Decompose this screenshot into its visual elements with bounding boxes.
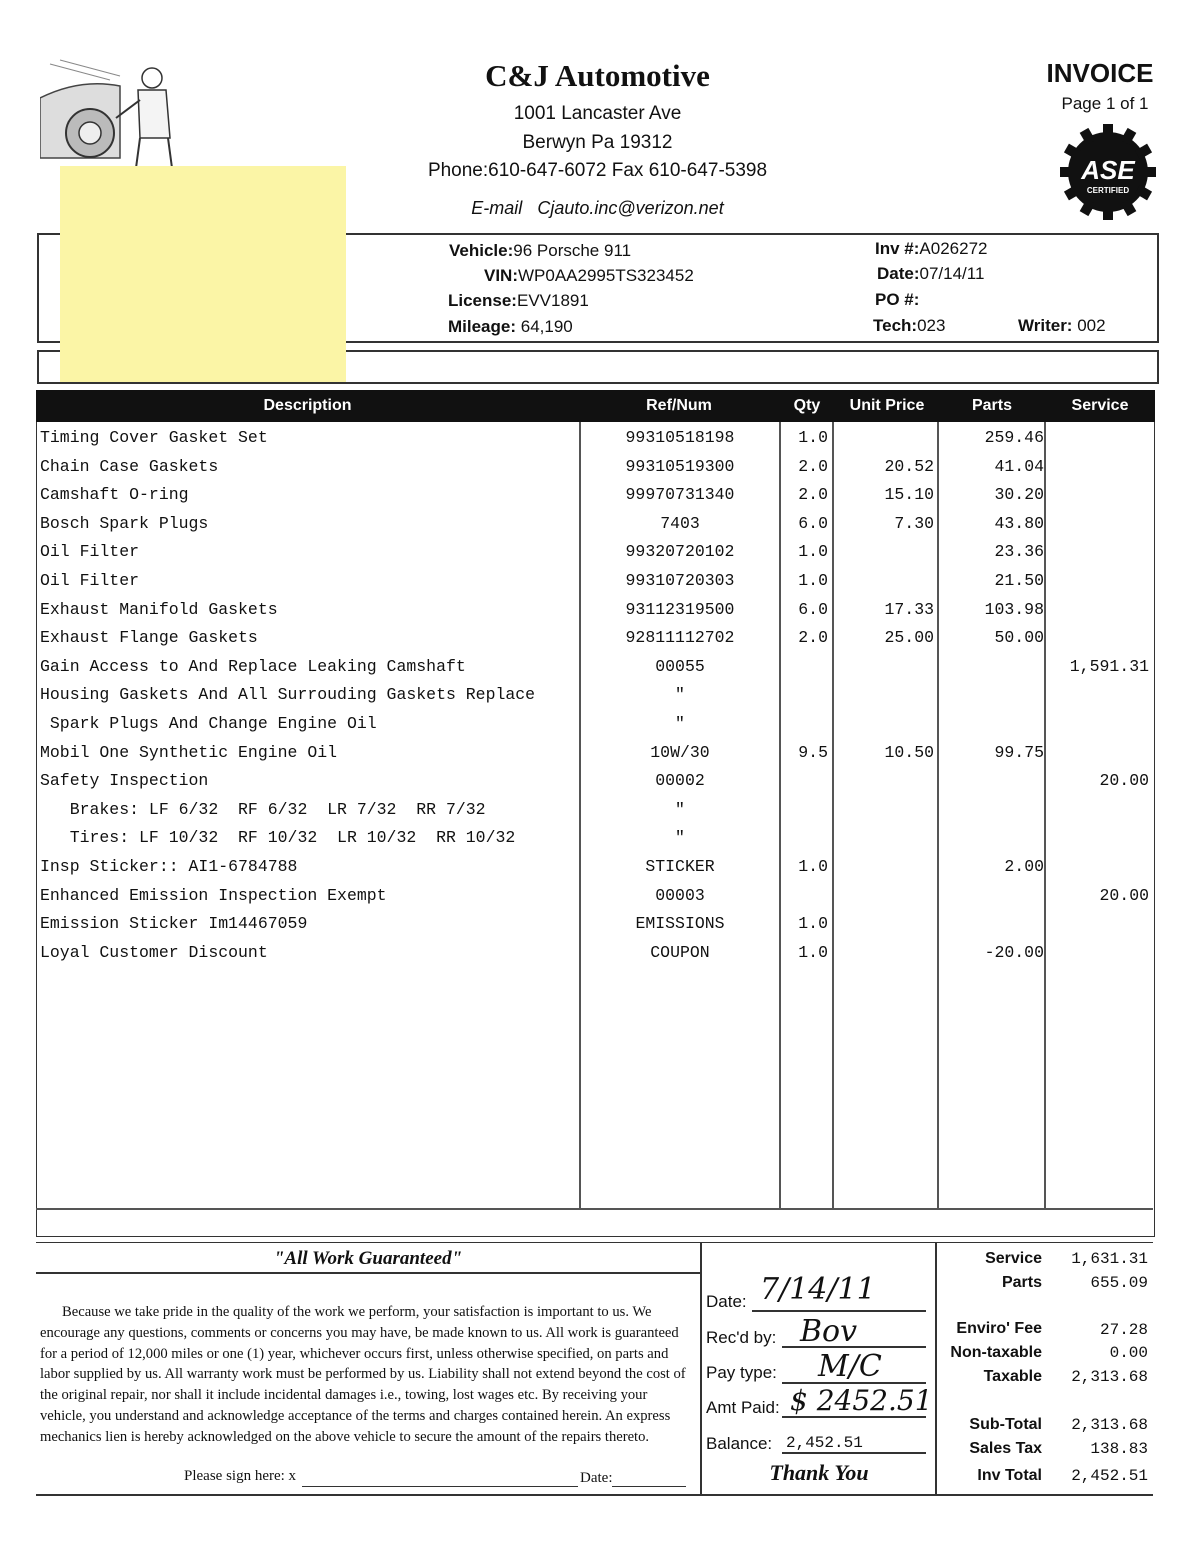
- item-service-amount: 1,591.31: [1069, 656, 1149, 676]
- invoice-total-label: Inv Total: [977, 1467, 1042, 1484]
- item-description: Loyal Customer Discount: [40, 942, 268, 962]
- item-description: Tires: LF 10/32 RF 10/32 LR 10/32 RR 10/32: [40, 828, 516, 848]
- item-description: Insp Sticker:: AI1-6784788: [40, 857, 298, 876]
- guarantee-title: "All Work Guaranteed": [273, 1248, 463, 1269]
- item-unit-price: 20.52: [884, 456, 934, 476]
- item-ref-num: 00002: [655, 771, 705, 791]
- item-unit-price: 25.00: [884, 628, 934, 648]
- badge-text: ASE: [1081, 155, 1135, 185]
- item-ref-num: 99320720102: [625, 542, 735, 562]
- invoice-date-field: Date:07/14/11: [877, 264, 985, 283]
- non-taxable-value: 0.00: [1109, 1344, 1148, 1362]
- item-unit-price: 10.50: [884, 742, 934, 762]
- item-description: Spark Plugs And Change Engine Oil: [40, 714, 377, 733]
- item-description: Chain Case Gaskets: [40, 456, 219, 476]
- service-total-label: Service: [985, 1250, 1042, 1267]
- pay-date-line: [752, 1310, 926, 1312]
- item-ref-num: 10W/30: [650, 742, 710, 762]
- item-ref-num: 92811112702: [625, 628, 735, 648]
- po-field: PO #:: [875, 290, 920, 309]
- sales-tax-value: 138.83: [1090, 1440, 1148, 1458]
- item-qty: 2.0: [798, 628, 828, 648]
- address-line-2: Berwyn Pa 19312: [522, 132, 673, 153]
- table-row: [36, 653, 1153, 681]
- guarantee-text: [40, 1302, 692, 1448]
- pay-date-handwritten: 7/14/11: [760, 1272, 876, 1307]
- invoice-title: INVOICE: [1046, 58, 1154, 88]
- balance-label: Balance:: [706, 1434, 773, 1453]
- writer-field: Writer: 002: [1018, 316, 1106, 335]
- non-taxable-label: Non-taxable: [950, 1344, 1042, 1361]
- recd-by-handwritten: Bov: [800, 1314, 858, 1349]
- ase-certified-badge: [1058, 122, 1158, 222]
- item-qty: 1.0: [798, 857, 828, 876]
- item-qty: 1.0: [798, 942, 828, 962]
- item-description: Bosch Spark Plugs: [40, 513, 209, 533]
- item-ref-num: COUPON: [650, 942, 710, 962]
- col-qty: Qty: [793, 397, 821, 414]
- item-parts-amount: 41.04: [994, 456, 1044, 476]
- item-ref-num: ": [675, 828, 685, 848]
- service-total-value: 1,631.31: [1071, 1250, 1148, 1268]
- vehicle-field: Vehicle:96 Porsche 911: [449, 241, 632, 260]
- table-row: [36, 767, 1153, 795]
- subtotal-value: 2,313.68: [1071, 1416, 1148, 1434]
- signature-field[interactable]: [302, 1486, 578, 1487]
- table-row: [36, 424, 1153, 452]
- item-parts-amount: 43.80: [994, 513, 1044, 533]
- address-line-1: 1001 Lancaster Ave: [513, 103, 682, 124]
- thank-you-text: Thank You: [769, 1460, 869, 1485]
- item-ref-num: 99310519300: [625, 456, 735, 476]
- item-qty: 6.0: [798, 599, 828, 619]
- table-row: [36, 739, 1153, 767]
- item-unit-price: 17.33: [884, 599, 934, 619]
- taxable-value: 2,313.68: [1071, 1368, 1148, 1386]
- item-description: Housing Gaskets And All Surrouding Gaskets Replace: [40, 685, 536, 705]
- item-description: Enhanced Emission Inspection Exempt: [40, 885, 387, 905]
- item-ref-num: 00003: [655, 885, 705, 905]
- enviro-fee-label: Enviro' Fee: [956, 1320, 1042, 1337]
- phone-fax: Phone:610-647-6072 Fax 610-647-5398: [427, 160, 768, 181]
- subtotal-label: Sub-Total: [969, 1416, 1042, 1433]
- item-service-amount: 20.00: [1099, 885, 1149, 905]
- email-label: E-mail: [471, 198, 523, 218]
- table-row: [36, 453, 1153, 481]
- page-number: Page 1 of 1: [1061, 94, 1149, 113]
- amt-paid-label: Amt Paid:: [706, 1398, 780, 1417]
- item-description: Oil Filter: [40, 542, 140, 562]
- amt-paid-handwritten: $ 2452.51: [790, 1384, 933, 1417]
- item-unit-price: 15.10: [884, 485, 934, 505]
- col-unit-price: Unit Price: [849, 397, 925, 414]
- table-bottom-divider: [36, 1208, 1153, 1210]
- balance-value: 2,452.51: [786, 1434, 863, 1452]
- mileage-field: Mileage: 64,190: [448, 317, 573, 336]
- sign-date-label: Date:: [580, 1470, 613, 1486]
- balance-line: [782, 1452, 926, 1454]
- item-ref-num: 00055: [655, 656, 705, 676]
- item-ref-num: 93112319500: [625, 599, 735, 619]
- item-service-amount: 20.00: [1099, 771, 1149, 791]
- footer-divider: [935, 1242, 937, 1494]
- parts-total-value: 655.09: [1090, 1274, 1148, 1292]
- table-row: [36, 939, 1153, 967]
- item-description: Camshaft O-ring: [40, 485, 189, 505]
- company-name: C&J Automotive: [485, 58, 710, 93]
- item-ref-num: 99310720303: [625, 571, 735, 590]
- item-parts-amount: 259.46: [984, 428, 1044, 447]
- table-row: [36, 596, 1153, 624]
- item-parts-amount: 30.20: [994, 485, 1044, 505]
- table-row: [36, 882, 1153, 910]
- item-qty: 1.0: [798, 914, 828, 934]
- table-header: [36, 390, 1155, 422]
- item-qty: 6.0: [798, 513, 828, 533]
- item-parts-amount: 23.36: [994, 542, 1044, 562]
- taxable-label: Taxable: [983, 1368, 1042, 1385]
- badge-subtext: CERTIFIED: [1086, 186, 1130, 195]
- recd-by-label: Rec'd by:: [706, 1328, 777, 1347]
- item-description: Exhaust Flange Gaskets: [40, 628, 258, 648]
- guarantee-divider: [36, 1272, 700, 1274]
- email-address: Cjauto.inc@verizon.net: [537, 198, 724, 218]
- footer-divider: [700, 1242, 702, 1494]
- table-row: [36, 481, 1153, 509]
- item-description: Mobil One Synthetic Engine Oil: [40, 742, 338, 762]
- table-row: [36, 853, 1153, 881]
- item-ref-num: ": [675, 799, 685, 819]
- item-ref-num: 99970731340: [625, 485, 735, 505]
- sign-date-field[interactable]: [612, 1486, 686, 1487]
- item-unit-price: 7.30: [894, 513, 934, 533]
- item-qty: 2.0: [798, 456, 828, 476]
- enviro-fee-value: 27.28: [1099, 1321, 1148, 1339]
- invoice-total-value: 2,452.51: [1071, 1467, 1148, 1485]
- item-parts-amount: 21.50: [994, 571, 1044, 590]
- item-qty: 9.5: [798, 742, 828, 762]
- table-row: [36, 710, 1153, 738]
- pay-date-label: Date:: [706, 1292, 747, 1311]
- item-description: Safety Inspection: [40, 771, 209, 791]
- col-parts: Parts: [971, 397, 1013, 414]
- item-ref-num: STICKER: [645, 857, 715, 876]
- item-qty: 1.0: [798, 571, 828, 590]
- item-ref-num: 99310518198: [625, 428, 735, 447]
- item-ref-num: ": [675, 714, 685, 733]
- pay-type-label: Pay type:: [706, 1363, 777, 1382]
- table-row: [36, 824, 1153, 852]
- sales-tax-label: Sales Tax: [969, 1440, 1042, 1457]
- col-service: Service: [1071, 397, 1129, 414]
- item-qty: 1.0: [798, 428, 828, 447]
- vin-field: VIN:WP0AA2995TS323452: [484, 266, 694, 285]
- item-ref-num: ": [675, 685, 685, 705]
- sticky-note-overlay: [60, 166, 346, 382]
- item-description: Timing Cover Gasket Set: [40, 428, 268, 447]
- item-description: Gain Access to And Replace Leaking Camshaft: [40, 656, 466, 676]
- table-row: [36, 796, 1153, 824]
- parts-total-label: Parts: [1001, 1274, 1042, 1291]
- item-qty: 2.0: [798, 485, 828, 505]
- item-qty: 1.0: [798, 542, 828, 562]
- pay-type-handwritten: M/C: [818, 1349, 882, 1384]
- table-row: [36, 510, 1153, 538]
- item-ref-num: 7403: [660, 513, 700, 533]
- item-parts-amount: 50.00: [994, 628, 1044, 648]
- tech-field: Tech:023: [873, 316, 946, 335]
- sign-label: Please sign here: x: [184, 1468, 297, 1484]
- item-description: Exhaust Manifold Gaskets: [40, 599, 278, 619]
- guarantee-paragraph: Because we take pride in the quality of the work we perform, your satisfaction is important to us. We encourage any questions, comments or concerns you may have, be made known to us. All work is guaranteed for a period of 12,000 miles or one (1) year, whichever occurs first, unless otherwise specified, on parts and labor supplied by us. All warranty work must be performed by us. Liability shall not extend beyond the cost of the original repair, nor shall it include incidental damages i.e., towing, lost wages etc. By receiving your vehicle, you understand and acknowledge acceptance of the terms and charges contained herein. An express mechanics lien is hereby acknowledged on the above vehicle to secure the amount of the repairs thereto.: [40, 1304, 686, 1445]
- col-ref-num: Ref/Num: [646, 397, 712, 414]
- invoice-number-field: Inv #:A026272: [875, 239, 988, 258]
- table-row: [36, 567, 1153, 595]
- item-description: Oil Filter: [40, 571, 140, 590]
- item-parts-amount: -20.00: [984, 942, 1044, 962]
- item-parts-amount: 2.00: [1004, 857, 1044, 876]
- col-description: Description: [263, 397, 352, 414]
- item-description: Emission Sticker Im14467059: [40, 914, 308, 934]
- item-description: Brakes: LF 6/32 RF 6/32 LR 7/32 RR 7/32: [40, 799, 486, 819]
- item-ref-num: EMISSIONS: [635, 914, 725, 934]
- license-field: License:EVV1891: [448, 291, 589, 310]
- item-parts-amount: 99.75: [994, 742, 1044, 762]
- item-parts-amount: 103.98: [984, 599, 1044, 619]
- table-row: [36, 910, 1153, 938]
- table-row: [36, 624, 1153, 652]
- footer-bottom-line: [36, 1494, 1153, 1496]
- table-row: [36, 538, 1153, 566]
- table-row: [36, 681, 1153, 709]
